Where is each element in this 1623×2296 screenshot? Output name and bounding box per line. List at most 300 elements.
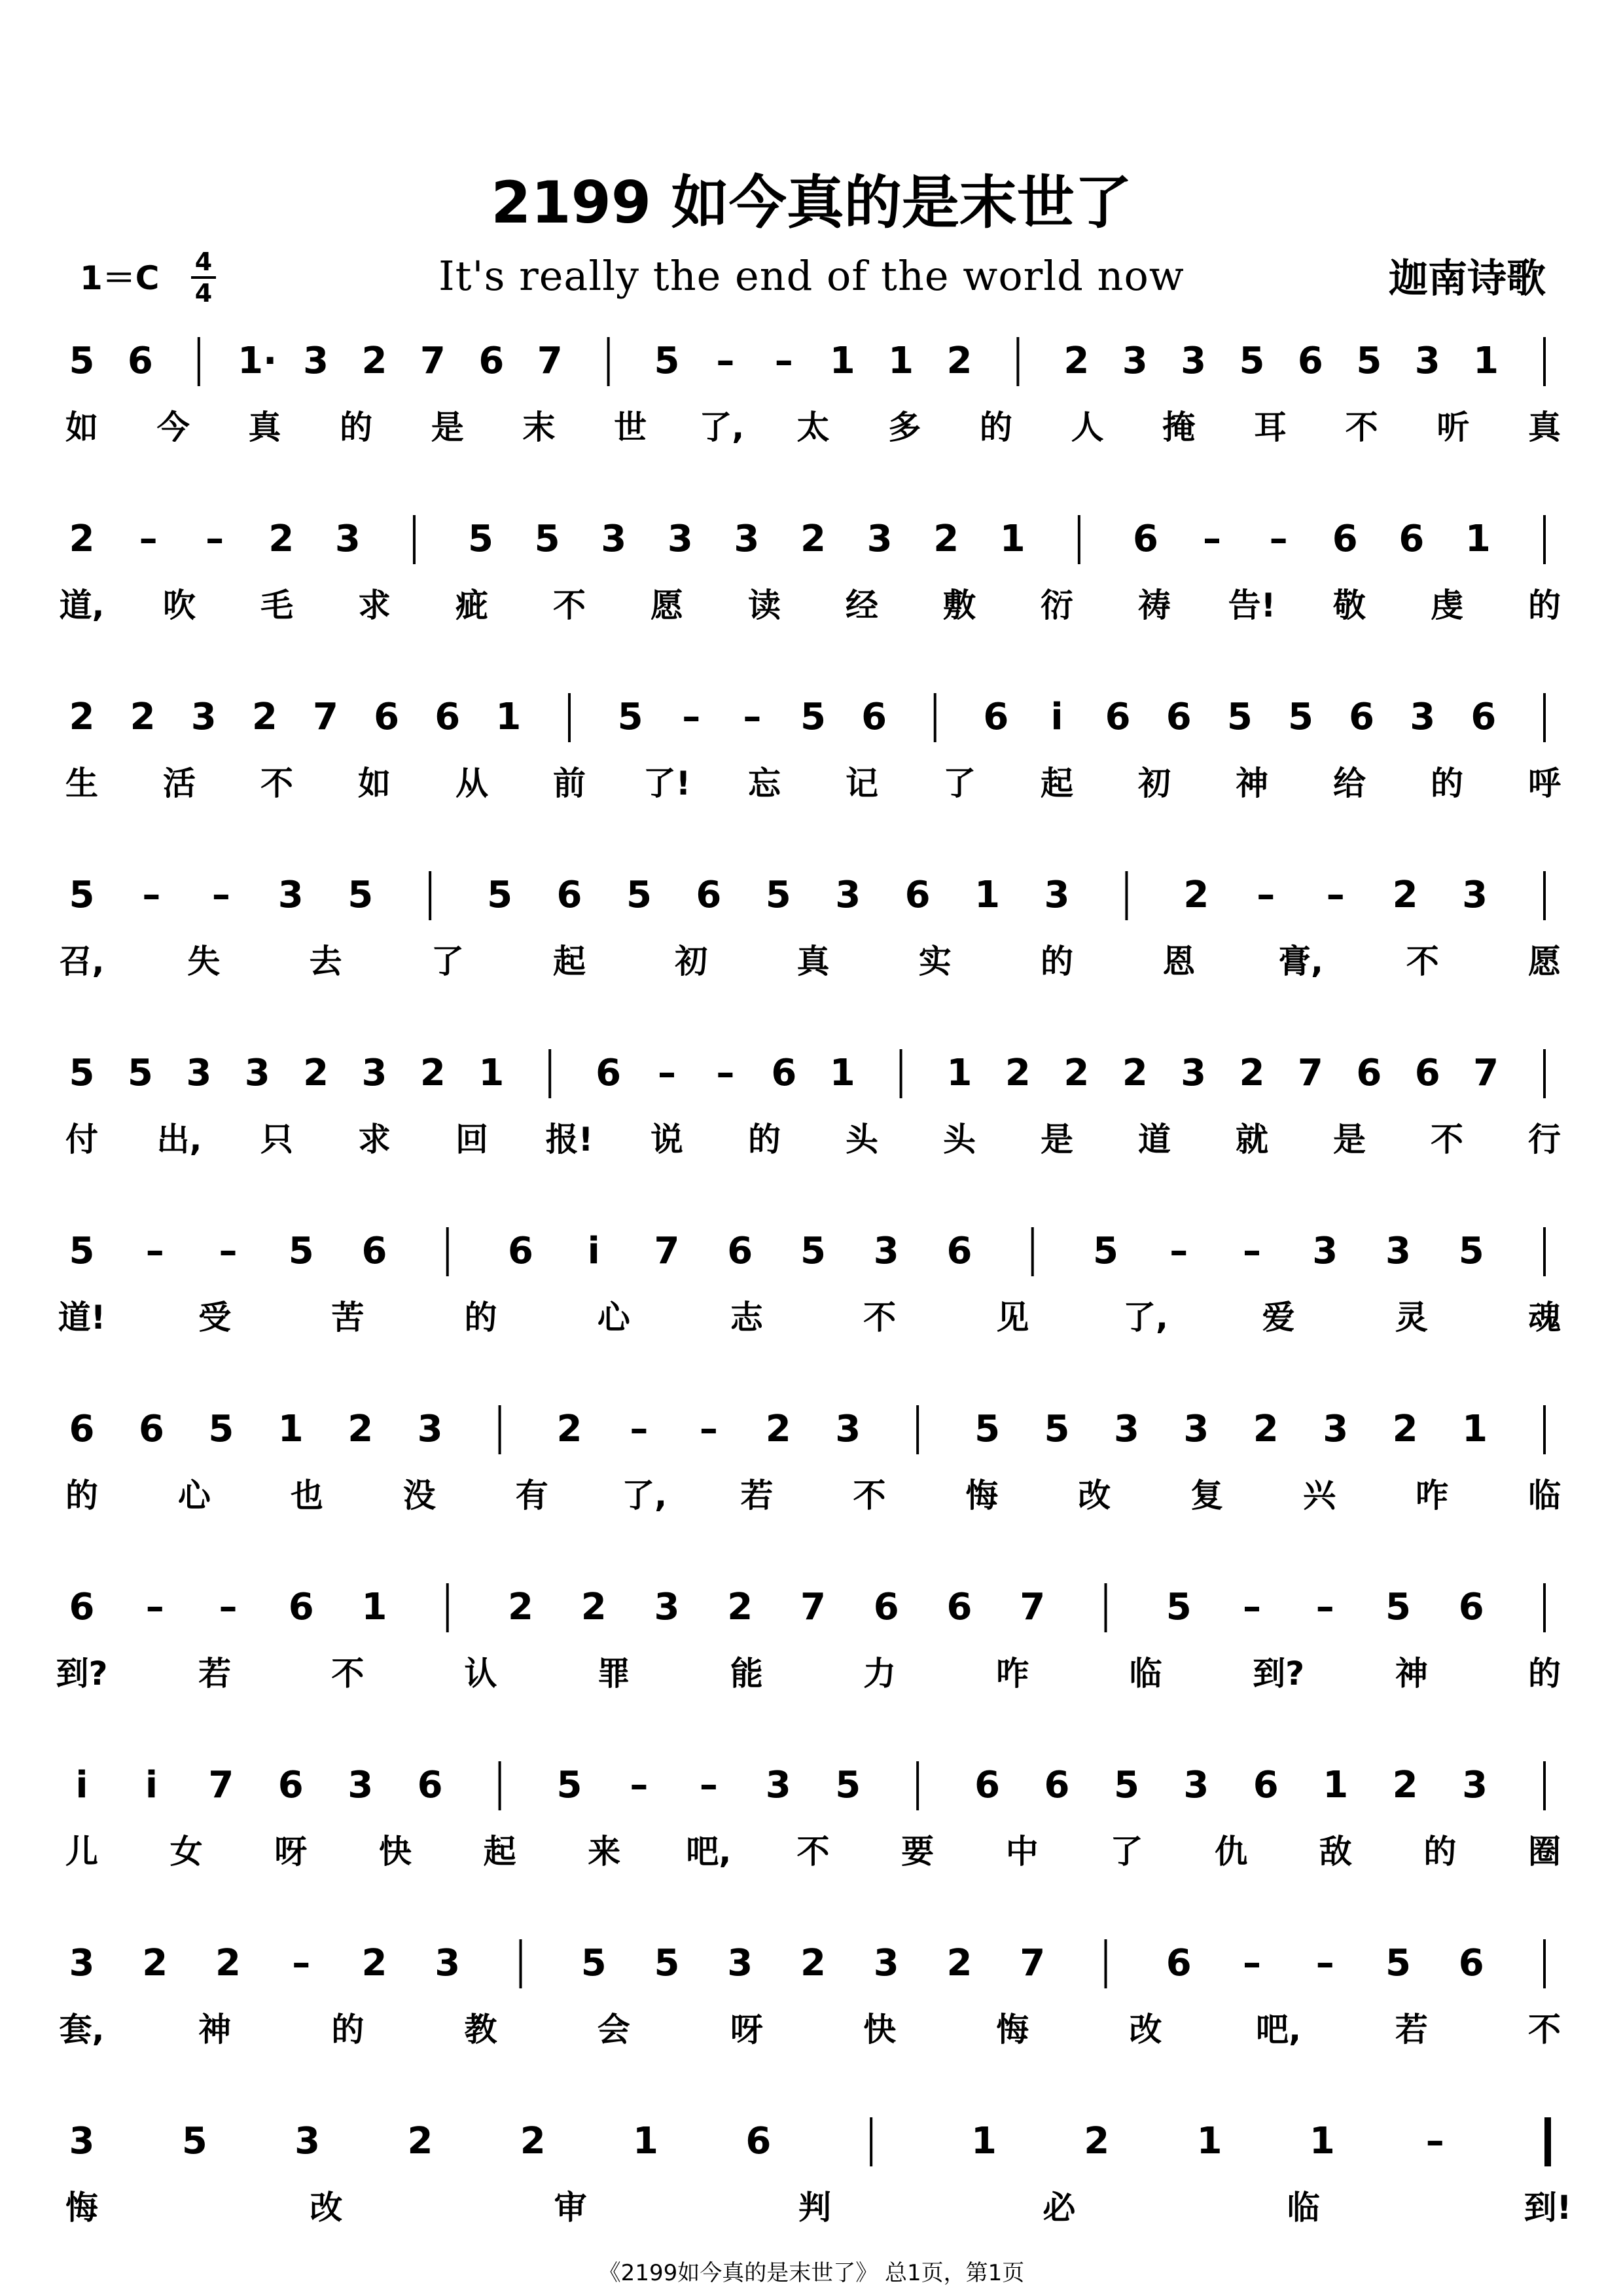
note: 5 — [288, 1230, 314, 1272]
lyric: 道, — [59, 586, 105, 624]
note: 2 — [69, 696, 95, 738]
lyric: 的 — [1528, 586, 1561, 624]
note: 5 — [208, 1408, 234, 1450]
sustain-dash: – — [1315, 1586, 1334, 1628]
lyric: 的 — [1041, 942, 1073, 980]
note: 5 — [1288, 696, 1313, 738]
note: 2 — [407, 2120, 433, 2162]
lyric: 忘 — [748, 764, 781, 802]
note: 2 — [303, 1052, 329, 1094]
note: 1 — [888, 340, 914, 382]
note: 5 — [69, 874, 95, 916]
lyric: 的 — [1528, 1655, 1561, 1693]
lyric: 就 — [1236, 1121, 1268, 1158]
system-7 — [65, 1405, 1561, 1515]
lyric: 去 — [309, 942, 342, 980]
note: 6 — [1414, 1052, 1440, 1094]
note: 2 — [361, 1942, 387, 1984]
note: 3 — [190, 696, 217, 738]
lyric: 心 — [597, 1299, 630, 1336]
note: 2 — [800, 518, 826, 560]
note: 1 — [361, 1586, 387, 1628]
lyric: 敬 — [1333, 586, 1366, 624]
lyric: 召, — [59, 942, 105, 980]
note: 6 — [1166, 696, 1192, 738]
sustain-dash: – — [1243, 1230, 1261, 1272]
note: 2 — [946, 340, 972, 382]
note: 6 — [478, 340, 505, 382]
note: 6 — [1105, 696, 1131, 738]
sustain-dash: – — [205, 518, 224, 560]
lyric: 的 — [464, 1299, 497, 1336]
note: 6 — [508, 1230, 533, 1272]
system-2 — [60, 515, 1561, 624]
note: 2 — [520, 2120, 546, 2162]
note: 2 — [361, 340, 387, 382]
note: 6 — [1166, 1942, 1192, 1984]
note: 3 — [1181, 340, 1207, 382]
lyric: 到? — [56, 1655, 108, 1693]
lyric: 前 — [553, 764, 586, 802]
sustain-dash: – — [699, 1764, 718, 1806]
lyric: 行 — [1528, 1121, 1561, 1158]
lyric: 儿 — [65, 1833, 98, 1871]
lyric: 会 — [597, 2011, 630, 2049]
lyric: 报! — [545, 1121, 594, 1158]
lyric: 悔 — [65, 2189, 98, 2227]
lyric: 失 — [187, 942, 221, 980]
note: 5 — [487, 874, 513, 916]
note: 3 — [361, 1052, 387, 1094]
note: 1 — [974, 874, 1001, 916]
system-4 — [60, 871, 1561, 980]
lyric: 虔 — [1431, 586, 1463, 624]
note: 3 — [654, 1586, 680, 1628]
note: 7 — [654, 1230, 680, 1272]
note: 1 — [478, 1052, 505, 1094]
note: 7 — [313, 696, 338, 738]
lyric: 起 — [1041, 764, 1073, 802]
lyric: 愿 — [1528, 942, 1561, 980]
note: 2 — [69, 518, 95, 560]
note: 5 — [765, 874, 791, 916]
lyric: 了, — [699, 408, 745, 446]
lyric: 了 — [1110, 1833, 1143, 1871]
note: 3 — [348, 1764, 374, 1806]
note: 6 — [1399, 518, 1425, 560]
note: 7 — [800, 1586, 826, 1628]
lyric: 若 — [198, 1655, 232, 1693]
note: 2 — [215, 1942, 241, 1984]
note: 5 — [835, 1764, 861, 1806]
sustain-dash: – — [774, 340, 793, 382]
lyric: 末 — [522, 408, 556, 446]
note: 6 — [696, 874, 722, 916]
lyric: 毛 — [260, 586, 293, 624]
note: 6 — [771, 1052, 797, 1094]
lyric: 套, — [59, 2011, 105, 2049]
lyric: 了, — [1122, 1299, 1168, 1336]
note: 1 — [1309, 2120, 1335, 2162]
lyric: 是 — [1333, 1121, 1366, 1158]
lyric: 是 — [431, 408, 464, 446]
sustain-dash: – — [1425, 2120, 1444, 2162]
lyric: 人 — [1071, 408, 1104, 446]
note: 2 — [727, 1586, 753, 1628]
note: 6 — [1253, 1764, 1279, 1806]
note: 6 — [277, 1764, 304, 1806]
lyric: 改 — [1078, 1477, 1111, 1515]
note: 5 — [1458, 1230, 1484, 1272]
note: 2 — [508, 1586, 533, 1628]
lyric: 呀 — [730, 2011, 763, 2049]
note: 1 — [633, 2120, 659, 2162]
note: 5 — [534, 518, 560, 560]
note: 6 — [435, 696, 461, 738]
note: 6 — [983, 696, 1009, 738]
note: 5 — [1385, 1586, 1411, 1628]
sustain-dash: – — [1326, 874, 1345, 916]
sustain-dash: – — [682, 696, 701, 738]
lyric: 了 — [943, 764, 976, 802]
note: 3 — [1312, 1230, 1338, 1272]
note: 3 — [69, 1942, 95, 1984]
note: 6 — [69, 1408, 95, 1450]
lyric: 神 — [1395, 1655, 1428, 1693]
english-subtitle: It's really the end of the world now — [438, 252, 1185, 300]
note: 1 — [277, 1408, 304, 1450]
note: 5 — [626, 874, 652, 916]
lyric: 临 — [1287, 2189, 1320, 2227]
lyric: 道! — [58, 1299, 106, 1336]
lyric: 临 — [1528, 1477, 1561, 1515]
note: i — [75, 1764, 88, 1806]
note: 3 — [873, 1230, 899, 1272]
lyric: 了 — [431, 942, 464, 980]
sustain-dash: – — [211, 874, 230, 916]
note: 5 — [348, 874, 374, 916]
note: 3 — [765, 1764, 791, 1806]
lyric: 不 — [1528, 2011, 1561, 2049]
lyric: 敌 — [1319, 1833, 1352, 1871]
sustain-dash: – — [1243, 1942, 1261, 1984]
note: 2 — [419, 1052, 446, 1094]
note: 3 — [435, 1942, 461, 1984]
sustain-dash: – — [1243, 1586, 1261, 1628]
note: 2 — [1084, 2120, 1110, 2162]
lyric: 头 — [943, 1121, 976, 1158]
note: 3 — [667, 518, 693, 560]
lyric: 实 — [918, 942, 952, 980]
note: 5 — [69, 1052, 95, 1094]
note: 3 — [1183, 1764, 1209, 1806]
note: 3 — [1462, 1764, 1488, 1806]
note: 2 — [1253, 1408, 1279, 1450]
lyric: 愿 — [651, 586, 683, 624]
note: 7 — [208, 1764, 234, 1806]
lyric: 吧, — [686, 1833, 732, 1871]
note: 1 — [1196, 2120, 1222, 2162]
lyric: 女 — [169, 1833, 203, 1871]
lyric: 必 — [1043, 2189, 1076, 2227]
time-signature-top: 4 — [194, 247, 213, 276]
lyric: 爱 — [1262, 1299, 1295, 1336]
note: 2 — [1239, 1052, 1265, 1094]
note: 3 — [734, 518, 760, 560]
lyric: 见 — [996, 1299, 1029, 1336]
lyric: 苦 — [331, 1299, 365, 1336]
lyric: 没 — [402, 1477, 436, 1515]
lyric: 的 — [331, 2011, 365, 2049]
lyric: 给 — [1333, 764, 1366, 802]
note: 6 — [873, 1586, 899, 1628]
note: 3 — [1122, 340, 1148, 382]
lyric: 从 — [455, 764, 488, 802]
page-footer: 《2199如今真的是末世了》 总1页，第1页 — [598, 2260, 1025, 2286]
note: i — [1050, 696, 1063, 738]
lyric: 敷 — [943, 586, 976, 624]
lyric: 告! — [1228, 586, 1276, 624]
lyric: 出, — [156, 1121, 202, 1158]
key-signature: 1＝C — [80, 259, 160, 297]
note: 3 — [1113, 1408, 1139, 1450]
lyric: 教 — [464, 2011, 497, 2049]
lyric: 不 — [796, 1833, 830, 1871]
lyric: 要 — [901, 1833, 935, 1871]
lyric: 魂 — [1528, 1299, 1561, 1336]
note: 1 — [829, 1052, 855, 1094]
note: 5 — [617, 696, 643, 738]
sustain-dash: – — [716, 1052, 735, 1094]
lyric: 了! — [643, 764, 691, 802]
lyric: 耳 — [1253, 408, 1287, 446]
lyric: 膏, — [1278, 942, 1323, 980]
note: 2 — [1392, 1408, 1418, 1450]
note: 6 — [946, 1230, 972, 1272]
lyric: 只 — [260, 1121, 293, 1158]
note: 6 — [127, 340, 153, 382]
lyric: 不 — [853, 1477, 886, 1515]
lyric: 的 — [65, 1477, 98, 1515]
sustain-dash: – — [1269, 518, 1288, 560]
note: 5 — [800, 696, 826, 738]
lyric: 今 — [156, 408, 190, 446]
lyric: 改 — [310, 2189, 343, 2227]
sustain-dash: – — [658, 1052, 676, 1094]
lyric: 不 — [1431, 1121, 1463, 1158]
lyric: 悔 — [965, 1477, 999, 1515]
lyric: 初 — [675, 942, 708, 980]
lyric: 若 — [740, 1477, 774, 1515]
lyric: 神 — [198, 2011, 232, 2049]
note: 5 — [654, 340, 680, 382]
note: 2 — [556, 1408, 582, 1450]
lyric: 也 — [290, 1477, 323, 1515]
note: 2 — [765, 1408, 791, 1450]
lyric: 真 — [796, 942, 830, 980]
note: 6 — [69, 1586, 95, 1628]
lyric: 多 — [888, 408, 921, 446]
lyric: 不 — [1406, 942, 1439, 980]
note: 6 — [1297, 340, 1323, 382]
note: 6 — [1132, 518, 1158, 560]
sustain-dash: – — [139, 518, 158, 560]
note: 6 — [1044, 1764, 1070, 1806]
lyric: 不 — [260, 764, 293, 802]
lyric: 的 — [748, 1121, 781, 1158]
note: 5 — [181, 2120, 207, 2162]
note: 1 — [999, 518, 1026, 560]
lyric: 圈 — [1528, 1833, 1561, 1871]
lyric: 呼 — [1528, 764, 1561, 802]
note: 3 — [244, 1052, 270, 1094]
note: 6 — [596, 1052, 622, 1094]
sustain-dash: – — [1169, 1230, 1188, 1272]
note: 6 — [904, 874, 931, 916]
note: 5 — [1239, 340, 1265, 382]
lyric: 不 — [331, 1655, 365, 1693]
lyric: 记 — [846, 764, 878, 802]
note: 3 — [866, 518, 893, 560]
lyric: 读 — [748, 586, 781, 624]
note: 5 — [974, 1408, 1001, 1450]
note: 2 — [1122, 1052, 1148, 1094]
note: 7 — [419, 340, 446, 382]
lyric: 悔 — [996, 2011, 1029, 2049]
note: 5 — [556, 1764, 582, 1806]
note: 2 — [1183, 874, 1209, 916]
lyric: 祷 — [1138, 586, 1171, 624]
note: 6 — [1471, 696, 1497, 738]
note: 6 — [361, 1230, 387, 1272]
note: 5 — [1226, 696, 1253, 738]
lyric: 道 — [1138, 1121, 1171, 1158]
lyric: 付 — [65, 1121, 98, 1158]
note: 1 — [1473, 340, 1499, 382]
note: 1 — [1323, 1764, 1349, 1806]
note: 3 — [303, 340, 329, 382]
lyric: 力 — [863, 1655, 897, 1693]
note: 5 — [1093, 1230, 1118, 1272]
lyric: 到! — [1524, 2189, 1572, 2227]
note: 2 — [1005, 1052, 1031, 1094]
note: 3 — [1323, 1408, 1349, 1450]
sustain-dash: – — [292, 1942, 311, 1984]
lyric: 不 — [863, 1299, 897, 1336]
lyric: 经 — [846, 586, 878, 624]
note: 6 — [138, 1408, 164, 1450]
lyric: 真 — [248, 408, 281, 446]
note: 3 — [835, 874, 861, 916]
note: 3 — [186, 1052, 212, 1094]
note: 7 — [1020, 1586, 1046, 1628]
note: 3 — [1183, 1408, 1209, 1450]
note: 6 — [1458, 1586, 1484, 1628]
note: 6 — [745, 2120, 772, 2162]
lyric: 审 — [554, 2189, 587, 2227]
lyric: 如 — [358, 764, 391, 802]
lyric: 起 — [483, 1833, 516, 1871]
note: 3 — [1462, 874, 1488, 916]
sustain-dash: – — [1203, 518, 1222, 560]
note: i — [587, 1230, 600, 1272]
lyric: 受 — [198, 1299, 232, 1336]
lyric: 咋 — [1416, 1477, 1449, 1515]
note: 3 — [417, 1408, 443, 1450]
sustain-dash: – — [142, 874, 161, 916]
note: 3 — [1044, 874, 1070, 916]
lyric: 仇 — [1215, 1833, 1248, 1871]
lyric: 头 — [846, 1121, 878, 1158]
sustain-dash: – — [145, 1230, 164, 1272]
note: 6 — [556, 874, 582, 916]
note: 3 — [835, 1408, 861, 1450]
lyric: 来 — [588, 1833, 621, 1871]
note: 2 — [946, 1942, 972, 1984]
lyric: 了, — [622, 1477, 668, 1515]
note: 7 — [1473, 1052, 1499, 1094]
note: 6 — [1458, 1942, 1484, 1984]
lyric: 复 — [1190, 1477, 1224, 1515]
note: 6 — [288, 1586, 314, 1628]
lyric: 改 — [1129, 2011, 1162, 2049]
note: 5 — [654, 1942, 680, 1984]
note: 1 — [495, 696, 522, 738]
lyric: 说 — [651, 1121, 683, 1158]
sustain-dash: – — [699, 1408, 718, 1450]
note: 3 — [277, 874, 304, 916]
note: 5 — [580, 1942, 607, 1984]
lyric: 能 — [730, 1655, 763, 1693]
note: 6 — [861, 696, 887, 738]
note: 5 — [1356, 340, 1382, 382]
lyric: 不 — [553, 586, 586, 624]
lyric: 世 — [614, 408, 647, 446]
note: 5 — [1385, 1942, 1411, 1984]
lyric: 若 — [1395, 2011, 1428, 2049]
note: 2 — [1392, 874, 1418, 916]
note: 7 — [1020, 1942, 1046, 1984]
note: 3 — [1414, 340, 1440, 382]
note: 6 — [974, 1764, 1001, 1806]
lyric: 听 — [1436, 408, 1470, 446]
note: 3 — [1410, 696, 1436, 738]
sustain-dash: – — [145, 1586, 164, 1628]
note: 3 — [1181, 1052, 1207, 1094]
lyric: 恩 — [1162, 942, 1196, 980]
lyric: 的 — [1431, 764, 1463, 802]
lyric: 兴 — [1303, 1477, 1336, 1515]
note: 5 — [1044, 1408, 1070, 1450]
lyric: 是 — [1041, 1121, 1073, 1158]
lyric: 快 — [378, 1833, 412, 1871]
system-5 — [65, 1049, 1561, 1158]
author: 迦南诗歌 — [1389, 256, 1546, 302]
system-11 — [65, 2117, 1571, 2227]
note: i — [145, 1764, 158, 1806]
lyric: 衍 — [1041, 586, 1073, 624]
sustain-dash: – — [743, 696, 762, 738]
note: 2 — [268, 518, 294, 560]
lyric: 的 — [340, 408, 373, 446]
sustain-dash: – — [630, 1408, 649, 1450]
lyric: 活 — [163, 764, 196, 802]
lyric: 到? — [1253, 1655, 1305, 1693]
sustain-dash: – — [1315, 1942, 1334, 1984]
system-10 — [60, 1939, 1561, 2049]
sustain-dash: – — [219, 1230, 238, 1272]
note: 1 — [946, 1052, 972, 1094]
